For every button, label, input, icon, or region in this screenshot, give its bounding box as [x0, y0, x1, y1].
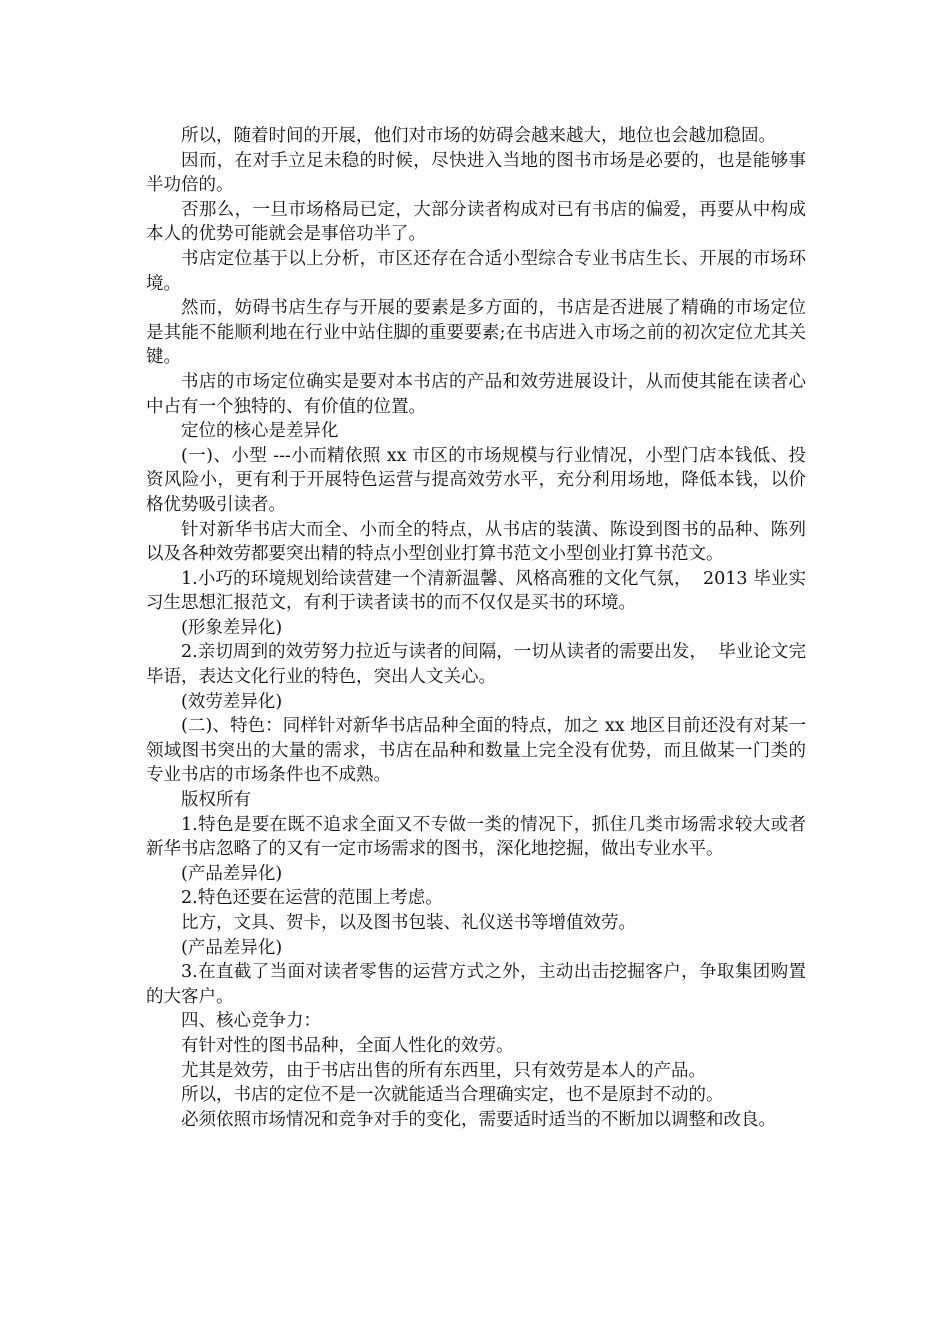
paragraph: (产品差异化): [181, 937, 283, 958]
paragraph: 有针对性的图书品种，全面人性化的效劳。: [181, 1035, 514, 1056]
paragraph: 版权所有: [181, 790, 251, 811]
paragraph: (一)、小型 ---小而精依照 xx 市区的市场规模与行业情况，小型门店本钱低、投资风险小，更有利于开展特色运营与提高效劳水平，充分利用场地，降低本钱，以价格优势吸引读者。: [146, 445, 806, 515]
paragraph: 书店的市场定位确实是要对本书店的产品和效劳进展设计，从而使其能在读者心中占有一个独特的、有价值的位置。: [146, 371, 806, 417]
section-heading: 四、核心竞争力：: [181, 1011, 321, 1032]
paragraph: 2.亲切周到的效劳努力拉近与读者的间隔，一切从读者的需要出发， 毕业论文完毕语，表达文化行业的特色，突出人文关心。: [146, 642, 806, 688]
paragraph: 必须依照市场情况和竞争对手的变化，需要适时适当的不断加以调整和改良。: [181, 1109, 776, 1130]
paragraph: 3.在直截了当面对读者零售的运营方式之外，主动出击挖掘客户，争取集团购置的大客户。: [146, 962, 806, 1007]
paragraph: 然而，妨碍书店生存与开展的要素是多方面的，书店是否进展了精确的市场定位是其能不能顺利地在行业中站住脚的重要要素;在书店进入市场之前的初次定位尤其关键。: [146, 298, 806, 368]
paragraph: 尤其是效劳，由于书店出售的所有东西里，只有效劳是本人的产品。: [181, 1060, 706, 1081]
paragraph: 比方，文具、贺卡，以及图书包装、礼仪送书等增值效劳。: [181, 913, 636, 933]
paragraph: 针对新华书店大而全、小而全的特点，从书店的装潢、陈设到图书的品种、陈列以及各种效劳都要突出精的特点小型创业打算书范文小型创业打算书范文。: [146, 519, 806, 565]
section-heading: 定位的核心是差异化: [181, 421, 339, 442]
paragraph: 1.特色是要在既不追求全面又不专做一类的情况下，抓住几类市场需求较大或者新华书店忽略了的又有一定市场需求的图书，深化地挖掘，做出专业水平。: [146, 814, 806, 860]
paragraph: (二)、特色：同样针对新华书店品种全面的特点，加之 xx 地区目前还没有对某一领域图书突出的大量的需求，书店在品种和数量上完全没有优势，而且做某一门类的专业书店的市场条件也不成熟。: [146, 716, 806, 786]
paragraph: 1.小巧的环境规划给读营建一个清新温馨、风格高雅的文化气氛， 2013 毕业实习生思想汇报范文，有利于读者读书的而不仅仅是买书的环境。: [146, 568, 806, 614]
paragraph: (产品差异化): [181, 863, 283, 884]
paragraph: (形象差异化): [181, 617, 283, 638]
paragraph: 书店定位基于以上分析，市区还存在合适小型综合专业书店生长、开展的市场环境。: [146, 248, 806, 294]
paragraph: 因而，在对手立足未稳的时候，尽快进入当地的图书市场是必要的，也是能够事半功倍的。: [146, 150, 806, 196]
paragraph: 否那么，一旦市场格局已定，大部分读者构成对已有书店的偏爱，再要从中构成本人的优势可能就会是事倍功半了。: [146, 199, 806, 245]
paragraph: (效劳差异化): [181, 691, 283, 712]
paragraph: 所以，随着时间的开展，他们对市场的妨碍会越来越大，地位也会越加稳固。: [181, 126, 776, 146]
paragraph: 2.特色还要在运营的范围上考虑。: [181, 888, 443, 909]
document-body: [146, 124, 806, 1132]
paragraph: 所以，书店的定位不是一次就能适当合理确实定，也不是原封不动的。: [181, 1085, 724, 1106]
